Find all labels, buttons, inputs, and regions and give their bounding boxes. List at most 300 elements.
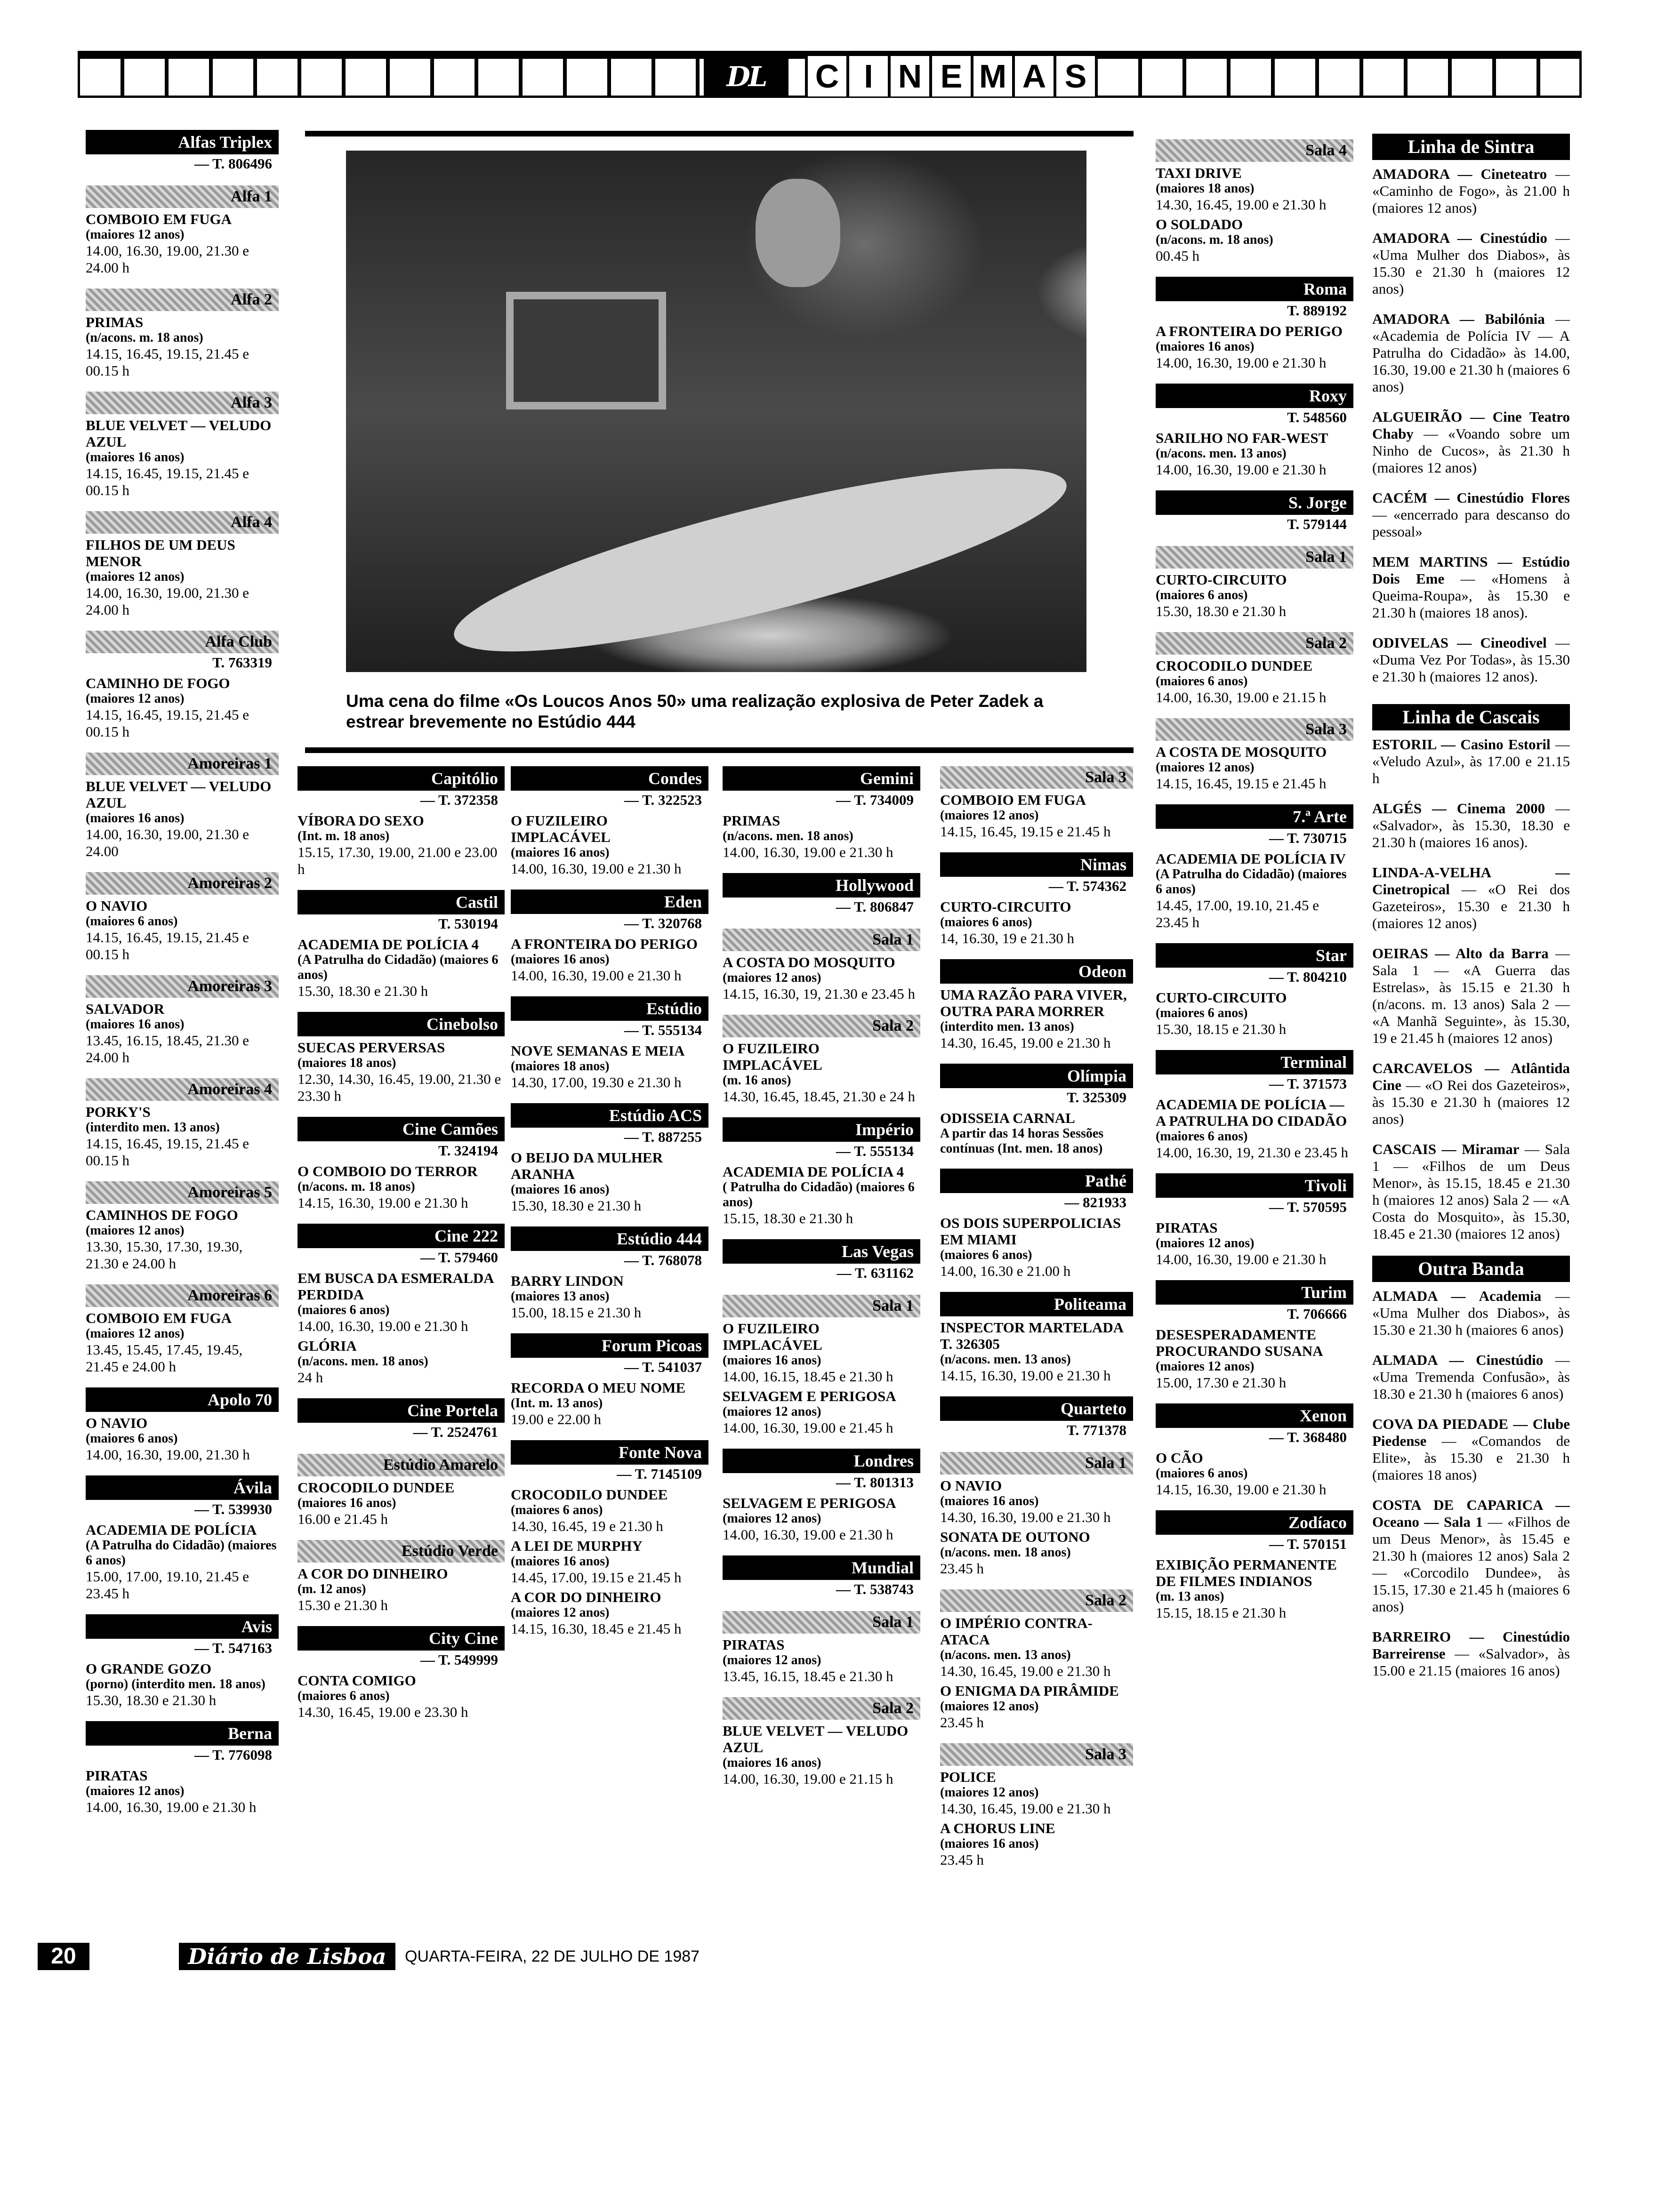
- film-times: 15.15, 18.30 e 21.30 h: [723, 1210, 853, 1226]
- film-times: 14.00, 16.30, 19.00, 21.30 e 24.00 h: [86, 585, 249, 618]
- section-title: [805, 56, 1095, 96]
- film-title: SELVAGEM E PERIGOSA: [723, 1495, 896, 1511]
- screen-name: Sala 4: [1156, 139, 1353, 162]
- film-title: BLUE VELVET — VELUDO AZUL: [86, 778, 272, 811]
- film-title: BLUE VELVET — VELUDO AZUL: [86, 417, 272, 450]
- film-times: 14.30, 16.45, 19.00 e 21.30 h: [940, 1034, 1111, 1051]
- regional-entry: [1372, 945, 1570, 1047]
- screen-name: Amoreiras 3: [86, 975, 279, 998]
- phone-number: — T. 730715: [1269, 830, 1347, 846]
- film-times: 16.00 e 21.45 h: [298, 1511, 388, 1527]
- film-rating: (maiores 12 anos): [723, 1653, 821, 1667]
- phone-number: — T. 555134: [836, 1143, 914, 1159]
- venue-name: AMADORA — Babilónia: [1372, 311, 1545, 327]
- regional-entry: [1372, 634, 1570, 685]
- film-title: A COR DO DINHEIRO: [298, 1565, 448, 1582]
- film-times: 15.00, 17.00, 19.10, 21.45 e 23.45 h: [86, 1568, 249, 1602]
- cinema-name: Condes: [511, 766, 708, 791]
- phone-number: — T. 372358: [420, 792, 498, 808]
- film-title: EM BUSCA DA ESMERALDA PERDIDA: [298, 1270, 493, 1303]
- listing-column-2: [298, 766, 505, 1915]
- cinema-name: Cine Camões: [298, 1117, 505, 1141]
- film-rating: (maiores 12 anos): [723, 1404, 821, 1419]
- venue-name: AMADORA — Cinestúdio: [1372, 230, 1547, 246]
- phone-number: — T. 806496: [194, 155, 272, 172]
- title-letter: N: [888, 56, 929, 96]
- film-rating: (maiores 6 anos): [1156, 1006, 1248, 1020]
- phone-number: — T. 322523: [624, 792, 702, 808]
- film-times: 15.00, 18.15 e 21.30 h: [511, 1304, 642, 1321]
- film-rating: (maiores 12 anos): [940, 1699, 1039, 1714]
- film-title: O GRANDE GOZO: [86, 1660, 211, 1677]
- film-title: PRIMAS: [723, 812, 780, 829]
- film-rating: (maiores 18 anos): [1156, 181, 1255, 196]
- phone-number: — T. 570595: [1269, 1199, 1347, 1215]
- cinema-block: [940, 1292, 1133, 1384]
- film-title: O ENIGMA DA PIRÂMIDE: [940, 1683, 1119, 1699]
- film-title: PIRATAS: [1156, 1219, 1218, 1236]
- film-title: UMA RAZÃO PARA VIVER, OUTRA PARA MORRER: [940, 986, 1127, 1019]
- cinema-block: [1156, 804, 1353, 931]
- cinema-block: [1156, 943, 1353, 1038]
- film-title: DESESPERADAMENTE PROCURANDO SUSANA: [1156, 1326, 1323, 1359]
- cinema-block: [1156, 277, 1353, 371]
- photo-man: [756, 179, 840, 287]
- film-times: 19.00 e 22.00 h: [511, 1411, 602, 1427]
- cinema-block: [1156, 718, 1353, 792]
- phone-number: — T. 320768: [624, 915, 702, 931]
- title-letter: I: [846, 56, 888, 96]
- film-rating: (maiores 12 anos): [511, 1605, 610, 1620]
- venue-program: — «encerrado para descanso do pessoal»: [1372, 506, 1570, 540]
- screen-name: Sala 2: [723, 1015, 920, 1037]
- cinema-name: Alfas Triplex: [86, 130, 279, 154]
- film-title: POLICE: [940, 1769, 996, 1785]
- film-rating: (n/acons. men. 13 anos): [1156, 446, 1287, 461]
- phone-number: T. 530194: [438, 915, 498, 932]
- venue-name: ESTORIL — Casino Estoril: [1372, 736, 1551, 753]
- film-times: 14.30, 16.45, 18.45, 21.30 e 24 h: [723, 1088, 916, 1105]
- cinema-block: [86, 1614, 279, 1709]
- film-times: 14.00, 16.30, 19.00 e 21.15 h: [723, 1771, 893, 1787]
- cinema-block: [1156, 546, 1353, 620]
- film-title: ODISSEIA CARNAL: [940, 1110, 1075, 1126]
- regional-entry: [1372, 736, 1570, 787]
- cinema-block: [511, 1103, 708, 1214]
- film-times: 14.30, 16.45, 19.00 e 21.30 h: [940, 1800, 1111, 1817]
- cinema-name: Tivoli: [1156, 1173, 1353, 1198]
- screen-name: Alfa 3: [86, 392, 279, 414]
- screen-name: Alfa Club: [86, 631, 279, 653]
- outra-banda-header: Outra Banda: [1372, 1256, 1570, 1282]
- film-rating: (maiores 12 anos): [86, 1223, 185, 1238]
- venue-name: AMADORA — Cineteatro: [1372, 166, 1547, 182]
- cinema-name: Fonte Nova: [511, 1440, 708, 1465]
- cinema-block: [511, 1226, 708, 1321]
- regional-entry: [1372, 489, 1570, 540]
- venue-program: — «Homens à Queima-Roupa», às 15.30 e 21.30 h (maiores 18 anos).: [1372, 570, 1570, 621]
- film-rating: (maiores 6 anos): [1156, 1466, 1248, 1481]
- phone-number: T. 548560: [1287, 409, 1347, 425]
- phone-number: — T. 7145109: [617, 1466, 702, 1482]
- film-title: CONTA COMIGO: [298, 1672, 416, 1689]
- cinema-block: [298, 1540, 505, 1614]
- film-title: SONATA DE OUTONO: [940, 1529, 1090, 1545]
- cinema-name: Olímpia: [940, 1064, 1133, 1088]
- film-times: 14.00, 16.15, 18.45 e 21.30 h: [723, 1368, 893, 1385]
- film-times: 14.00, 16.30, 19.00 e 21.30 h: [723, 844, 893, 860]
- film-rating: (maiores 12 anos): [86, 569, 185, 584]
- phone-number: — T. 768078: [624, 1252, 702, 1268]
- film-times: 15.15, 17.30, 19.00, 21.00 e 23.00 h: [298, 844, 498, 877]
- cinema-block: [86, 1387, 279, 1463]
- cinema-block: [298, 1454, 505, 1528]
- masthead-logo: DL: [704, 58, 788, 96]
- film-times: 14.00, 16.30, 19.00 e 21.30 h: [1156, 461, 1327, 478]
- film-times: 14.00, 16.30, 19.00 e 21.30 h: [1156, 1251, 1327, 1267]
- photo-figure: [442, 433, 1078, 687]
- film-times: 23.45 h: [940, 1851, 984, 1868]
- film-title: O CÃO: [1156, 1450, 1203, 1466]
- title-letter: E: [929, 56, 971, 96]
- film-rating: (maiores 12 anos): [86, 1784, 185, 1798]
- film-rating: (A Patrulha do Cidadão) (maiores 6 anos): [1156, 867, 1347, 897]
- phone-number: T. 325309: [1067, 1089, 1126, 1106]
- cinema-block: [723, 1697, 920, 1787]
- title-letter: A: [1012, 56, 1054, 96]
- page-number: 20: [38, 1943, 89, 1970]
- cinema-block: [1156, 1050, 1353, 1161]
- regional-entry: [1372, 1060, 1570, 1128]
- cinema-name: Odeon: [940, 959, 1133, 984]
- cinema-block: [86, 1181, 279, 1272]
- cinema-block: [723, 1555, 920, 1599]
- film-title: RECORDA O MEU NOME: [511, 1379, 686, 1396]
- screen-name: Sala 1: [940, 1452, 1133, 1475]
- film-title: PORKY'S: [86, 1104, 151, 1120]
- screen-name: Sala 2: [723, 1697, 920, 1720]
- film-times: 15.30, 18.15 e 21.30 h: [1156, 1021, 1287, 1037]
- cinema-name: Forum Picoas: [511, 1333, 708, 1358]
- cinema-name: Estúdio: [511, 996, 708, 1021]
- film-title: COMBOIO EM FUGA: [86, 211, 232, 227]
- screen-name: Sala 1: [723, 1611, 920, 1634]
- film-title: CURTO-CIRCUITO: [940, 898, 1071, 915]
- film-times: 14.15, 16.45, 19.15, 21.45 e 00.15 h: [86, 1135, 249, 1169]
- cinema-name: Avis: [86, 1614, 279, 1639]
- photo-caption: Uma cena do filme «Os Loucos Anos 50» uma realização explosiva de Peter Zadek a estrear brevemente no Estúdio 444: [346, 691, 1044, 731]
- venue-program: — «Veludo Azul», às 17.00 e 21.15 h: [1372, 736, 1570, 786]
- film-title: FILHOS DE UM DEUS MENOR: [86, 537, 235, 569]
- phone-number: — T. 801313: [836, 1474, 914, 1491]
- film-rating: (A Patrulha do Cidadão) (maiores 6 anos): [86, 1538, 277, 1568]
- film-times: 14.30, 16.45, 19 e 21.30 h: [511, 1518, 663, 1534]
- film-times: 14.00, 16.30, 19.00 e 21.30 h: [298, 1318, 468, 1334]
- film-rating: (m. 12 anos): [298, 1582, 366, 1596]
- cinema-name: Mundial: [723, 1555, 920, 1580]
- film-rating: (maiores 12 anos): [86, 227, 185, 242]
- film-times: 14.00, 16.30, 19.00 e 21.30 h: [86, 1799, 257, 1815]
- film-title: CURTO-CIRCUITO: [1156, 571, 1287, 588]
- cinema-block: [298, 766, 505, 878]
- film-times: 23.45 h: [940, 1714, 984, 1731]
- outra-banda: [1372, 1256, 1570, 1679]
- cinema-block: [86, 392, 279, 499]
- phone-number: — T. 538743: [836, 1581, 914, 1597]
- regional-entry: [1372, 1628, 1570, 1679]
- masthead: [78, 51, 1582, 98]
- cinema-block: [723, 1117, 920, 1227]
- film-rating: (n/acons. men. 18 anos): [298, 1354, 428, 1369]
- film-title: A COR DO DINHEIRO: [511, 1589, 661, 1605]
- regional-entry: [1372, 1497, 1570, 1615]
- cinema-block: [298, 1398, 505, 1442]
- venue-name: ODIVELAS — Cineodivel: [1372, 634, 1547, 651]
- film-rating: (maiores 16 anos): [511, 1554, 610, 1569]
- venue-name: COVA DA PIEDADE — Clube Piedense: [1372, 1416, 1570, 1449]
- film-title: CAMINHOS DE FOGO: [86, 1207, 238, 1223]
- film-title: CURTO-CIRCUITO: [1156, 989, 1287, 1006]
- film-rating: (n/acons. men. 18 anos): [723, 829, 853, 843]
- cinema-block: [1156, 1510, 1353, 1621]
- cinema-block: [723, 873, 920, 916]
- newspaper-logo: Diário de Lisboa: [179, 1943, 395, 1970]
- cinema-block: [940, 1396, 1133, 1440]
- cinema-block: [86, 1284, 279, 1375]
- film-times: 14.15, 16.30, 19, 21.30 e 23.45 h: [723, 986, 916, 1002]
- phone-number: T. 579144: [1287, 516, 1347, 532]
- screen-name: Amoreiras 2: [86, 872, 279, 895]
- cinema-name: Terminal: [1156, 1050, 1353, 1074]
- film-times: 23.45 h: [940, 1560, 984, 1577]
- film-times: 14.00, 16.30, 19.00 e 21.30 h: [1156, 354, 1327, 371]
- phone-number: T. 771378: [1067, 1422, 1126, 1438]
- screen-name: Sala 3: [940, 766, 1133, 789]
- cinema-block: [940, 1169, 1133, 1280]
- cinema-block: [511, 996, 708, 1091]
- regional-entry: [1372, 230, 1570, 297]
- cinema-block: [86, 1721, 279, 1816]
- film-times: 15.30, 18.30 e 21.30 h: [1156, 603, 1287, 619]
- venue-program: — «Salvador», às 15.30, 18.30 e 21.30 h (maiores 16 anos).: [1372, 800, 1570, 850]
- film-times: 14.00, 16.30 e 21.00 h: [940, 1263, 1071, 1279]
- film-rating: (Int. m. 18 anos): [298, 829, 390, 843]
- film-rating: (maiores 12 anos): [723, 970, 821, 985]
- regional-entry: [1372, 800, 1570, 851]
- film-times: 24 h: [298, 1369, 323, 1386]
- film-title: ACADEMIA DE POLÍCIA — A PATRULHA DO CIDADÃO: [1156, 1096, 1347, 1129]
- film-rating: (maiores 16 anos): [940, 1494, 1039, 1508]
- regional-entry: [1372, 864, 1570, 932]
- film-times: 15.30 e 21.30 h: [298, 1597, 388, 1613]
- cinema-block: [86, 511, 279, 618]
- phone-number: — T. 555134: [624, 1022, 702, 1038]
- venue-program: — «Caminho de Fogo», às 21.00 h (maiores 12 anos): [1372, 166, 1570, 216]
- screen-name: Amoreiras 6: [86, 1284, 279, 1307]
- film-times: 14, 16.30, 19 e 21.30 h: [940, 930, 1075, 946]
- regional-entry: [1372, 1141, 1570, 1242]
- cinema-block: [511, 890, 708, 984]
- phone-number: — T. 549999: [420, 1651, 498, 1668]
- film-title: ACADEMIA DE POLÍCIA 4: [298, 936, 479, 953]
- regional-entry: [1372, 409, 1570, 476]
- cinema-block: [1156, 632, 1353, 706]
- film-rating: (n/acons. m. 18 anos): [298, 1179, 415, 1194]
- phone-number: — T. 570151: [1269, 1536, 1347, 1552]
- film-rating: (maiores 6 anos): [86, 1431, 178, 1446]
- film-times: 14.00, 16.30, 19.00 e 21.45 h: [723, 1419, 893, 1436]
- film-rating: (maiores 6 anos): [298, 1303, 390, 1317]
- phone-number: — T. 2524761: [413, 1424, 498, 1440]
- venue-name: ALGÉS — Cinema 2000: [1372, 800, 1545, 817]
- listing-column-1: [86, 130, 279, 1914]
- phone-number: — T. 574362: [1048, 878, 1126, 894]
- film-title: ACADEMIA DE POLÍCIA IV: [1156, 850, 1346, 867]
- film-rating: (maiores 16 anos): [1156, 339, 1255, 354]
- film-rating: (maiores 16 anos): [723, 1755, 821, 1770]
- venue-program: — Sala 1 — «A Guerra das Estrelas», às 15.15 e 21.30 h (n/acons. m. 13 anos) Sala 2 — «A Manhã Seguinte», às 15.30, 19 e 21.45 h (maiores 12 anos): [1372, 945, 1570, 1046]
- regional-entry: [1372, 311, 1570, 395]
- film-title: A FRONTEIRA DO PERIGO: [511, 936, 698, 952]
- film-times: 14.00, 16.30, 19.00 e 21.30 h: [511, 967, 682, 984]
- film-title: O FUZILEIRO IMPLACÁVEL: [723, 1040, 822, 1073]
- film-title: O COMBOIO DO TERROR: [298, 1163, 478, 1179]
- cinema-block: [511, 766, 708, 877]
- cinema-block: [723, 1015, 920, 1105]
- phone-number: — T. 776098: [194, 1747, 272, 1763]
- film-rating: (maiores 13 anos): [511, 1289, 610, 1304]
- screen-name: Sala 3: [940, 1743, 1133, 1766]
- screen-name: Amoreiras 1: [86, 753, 279, 775]
- listing-column-3: [511, 766, 708, 1915]
- venue-name: CASCAIS — Miramar: [1372, 1141, 1520, 1157]
- film-times: 14.00, 16.30, 19.00, 21.30 h: [86, 1446, 250, 1463]
- film-rating: (maiores 6 anos): [298, 1689, 390, 1703]
- film-title: O SOLDADO: [1156, 216, 1243, 232]
- film-rating: (maiores 16 anos): [86, 1017, 185, 1032]
- venue-program: — Sala 1 — «Filhos de um Deus Menor», às 15.15, 18.45 e 21.30 h (maiores 12 anos) Sala 2 — «A Costa do Mosquito», às 15.30, 18.45 e 21.30 (maiores 12 anos): [1372, 1141, 1570, 1242]
- screen-name: Amoreiras 5: [86, 1181, 279, 1204]
- cinema-name: Castil: [298, 890, 505, 914]
- film-rating: (maiores 6 anos): [940, 1248, 1032, 1262]
- film-rating: (m. 13 anos): [1156, 1589, 1224, 1604]
- screen-name: Sala 1: [723, 1295, 920, 1317]
- film-rating: (maiores 16 anos): [940, 1836, 1039, 1851]
- film-title: A FRONTEIRA DO PERIGO: [1156, 323, 1343, 339]
- film-times: 14.00, 16.30, 19.00, 21.30 e 24.00: [86, 826, 249, 859]
- film-rating: (maiores 6 anos): [86, 914, 178, 929]
- film-times: 14.30, 16.45, 19.00 e 23.30 h: [298, 1704, 468, 1720]
- cinema-block: [86, 1078, 279, 1169]
- film-rating: (maiores 6 anos): [1156, 588, 1248, 602]
- linha-sintra-header: Linha de Sintra: [1372, 134, 1570, 160]
- film-title: PIRATAS: [86, 1767, 148, 1784]
- film-title: BLUE VELVET — VELUDO AZUL: [723, 1723, 909, 1755]
- phone-number: — T. 806847: [836, 898, 914, 915]
- cinema-block: [1156, 1173, 1353, 1268]
- film-rating: (maiores 12 anos): [940, 1785, 1039, 1800]
- film-title: O FUZILEIRO IMPLACÁVEL: [723, 1320, 822, 1353]
- film-times: 14.15, 16.30, 19.00 e 21.30 h: [940, 1367, 1111, 1384]
- film-rating: (n/acons. m. 18 anos): [86, 330, 203, 345]
- phone-number: — T. 539930: [194, 1501, 272, 1517]
- film-title: EXIBIÇÃO PERMANENTE DE FILMES INDIANOS: [1156, 1556, 1337, 1589]
- cinema-block: [86, 1475, 279, 1602]
- phone-number: T. 763319: [212, 654, 272, 671]
- cinema-block: [298, 1224, 505, 1386]
- film-title: A COSTA DE MOSQUITO: [1156, 744, 1327, 760]
- film-title: O FUZILEIRO IMPLACÁVEL: [511, 812, 611, 845]
- film-rating: (maiores 12 anos): [1156, 760, 1255, 775]
- cinema-block: [723, 1239, 920, 1282]
- listing-column-6: [1156, 139, 1353, 1918]
- film-times: 15.30, 18.30 e 21.30 h: [298, 983, 428, 999]
- film-rating: (Int. m. 13 anos): [511, 1396, 603, 1411]
- photo-painting: [506, 292, 666, 409]
- venue-program: — «Filhos de um Deus Menor», às 15.45 e 21.30 h (maiores 12 anos) Sala 2 — «Corcodilo Dundee», às 15.15, 17.30 e 21.45 h (maiores 6 anos): [1372, 1514, 1570, 1615]
- film-title: SUECAS PERVERSAS: [298, 1039, 445, 1056]
- cinema-name: Estúdio ACS: [511, 1103, 708, 1128]
- film-times: 00.45 h: [1156, 248, 1199, 264]
- film-times: 14.15, 16.30, 19.00 e 21.30 h: [1156, 1481, 1327, 1498]
- cinema-name: Xenon: [1156, 1403, 1353, 1428]
- film-rating: ( Patrulha do Cidadão) (maiores 6 anos): [723, 1180, 915, 1210]
- screen-name: Alfa 1: [86, 185, 279, 208]
- cinema-name: Roxy: [1156, 384, 1353, 408]
- film-times: 13.45, 16.15, 18.45 e 21.30 h: [723, 1668, 893, 1684]
- film-times: 14.15, 16.45, 19.15 e 21.45 h: [940, 823, 1111, 840]
- phone-number: T. 706666: [1287, 1306, 1347, 1322]
- regional-entry: [1372, 553, 1570, 621]
- film-title: CROCODILO DUNDEE: [298, 1479, 455, 1496]
- regional-entry: [1372, 1352, 1570, 1403]
- cinema-name: City Cine: [298, 1626, 505, 1651]
- screen-name: Sala 2: [940, 1589, 1133, 1612]
- film-times: 14.15, 16.45, 19.15, 21.45 e 00.15 h: [86, 345, 249, 379]
- film-title: INSPECTOR MARTELADA T. 326305: [940, 1319, 1123, 1352]
- cinema-name: S. Jorge: [1156, 490, 1353, 515]
- screen-name: Sala 1: [723, 929, 920, 951]
- film-rating: (interdito men. 13 anos): [86, 1120, 220, 1135]
- cinema-block: [511, 1333, 708, 1428]
- film-times: 14.30, 16.45, 19.00 e 21.30 h: [1156, 196, 1327, 213]
- phone-number: — T. 631162: [837, 1265, 914, 1281]
- phone-number: T. 889192: [1287, 302, 1347, 319]
- film-title: O NAVIO: [86, 898, 148, 914]
- film-title: BARRY LINDON: [511, 1273, 624, 1289]
- phone-number: — T. 579460: [420, 1249, 498, 1266]
- cinema-name: Hollywood: [723, 873, 920, 898]
- cinema-block: [86, 975, 279, 1066]
- venue-program: — «Comandos de Elite», às 15.30 e 21.30 h (maiores 18 anos): [1372, 1433, 1570, 1483]
- cinema-name: Las Vegas: [723, 1239, 920, 1264]
- screen-name: Sala 2: [1156, 632, 1353, 655]
- venue-program: — «Academia de Polícia IV — A Patrulha do Cidadão» às 14.00, 16.30, 19.00 e 21.30 h (maiores 6 anos): [1372, 311, 1570, 395]
- venue-name: ALGUEIRÃO — Cine Teatro Chaby: [1372, 409, 1570, 442]
- film-title: ACADEMIA DE POLÍCIA: [86, 1522, 257, 1538]
- linha-sintra: [1372, 134, 1570, 685]
- phone-number: — T. 804210: [1269, 969, 1347, 985]
- listing-column-5: [940, 766, 1133, 1915]
- cinema-name: Zodíaco: [1156, 1510, 1353, 1535]
- film-still-photo: [346, 151, 1086, 672]
- screen-name: Amoreiras 4: [86, 1078, 279, 1101]
- cinema-block: [298, 890, 505, 1000]
- film-title: O BEIJO DA MULHER ARANHA: [511, 1149, 663, 1182]
- venue-program: — «Duma Vez Por Todas», às 15.30 e 21.30 h (maiores 12 anos).: [1372, 634, 1570, 685]
- cinema-block: [723, 1611, 920, 1685]
- film-rating: (maiores 12 anos): [1156, 1359, 1255, 1374]
